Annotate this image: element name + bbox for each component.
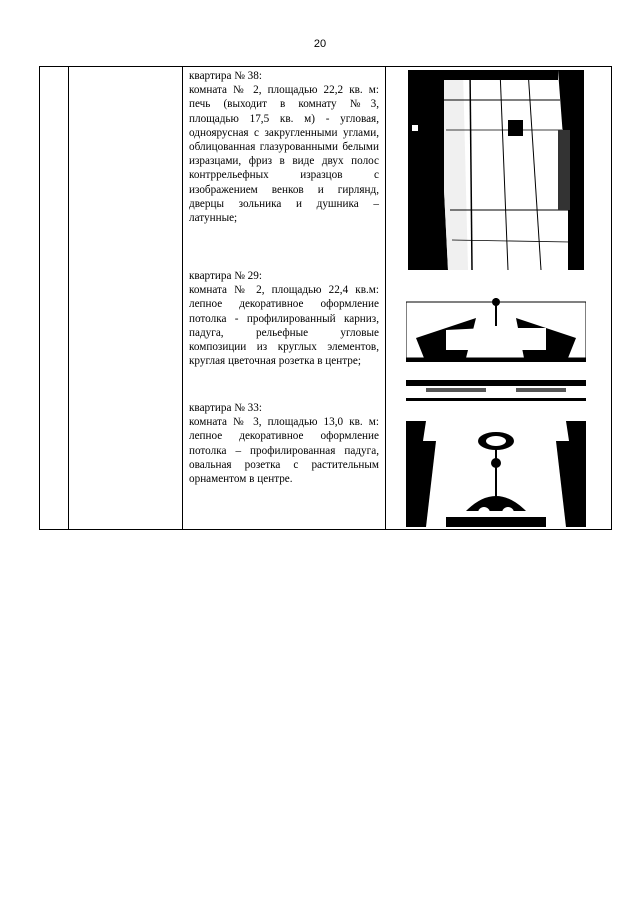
number-cell (40, 67, 69, 530)
entry-body: комната № 3, площадью 13,0 кв. м: лепное декоративное оформление потолка – профилированная падуга, овальная розетка с растительным орнаментом в центре. (189, 416, 379, 486)
entry-heading: квартира № 33: (189, 402, 262, 414)
page-number: 20 (313, 38, 327, 50)
ceiling-cornice-photo (406, 298, 586, 408)
entry-heading: квартира № 29: (189, 270, 262, 282)
ceiling-rosette-photo (406, 421, 586, 527)
entry-apartment-38 (189, 69, 379, 269)
heritage-table (39, 66, 612, 530)
description-cell (183, 67, 386, 530)
entry-body: комната № 2, площадью 22,2 кв. м: печь (выходит в комнату №3, площадью 17,5 кв. м) - угловая, одноярусная с закругленными углами, облицованная глазурованными белыми изразцами, фриз в виде двух полос контррельефных изразцов с изображением венков и гирлянд, дверцы зольника и душника – латунные; (189, 84, 379, 225)
photo-cell (386, 67, 612, 530)
name-cell (69, 67, 183, 530)
entry-apartment-33 (189, 401, 379, 486)
entry-body: комната № 2, площадью 22,4 кв.м: лепное декоративное оформление потолка - профилированный карниз, падуга, рельефные угловые композиции из круглых элементов, круглая цветочная розетка в центре; (189, 284, 379, 368)
entry-heading: квартира № 38: (189, 70, 262, 82)
entry-apartment-29 (189, 269, 379, 401)
table-row (40, 67, 612, 530)
stove-photo (408, 70, 584, 270)
